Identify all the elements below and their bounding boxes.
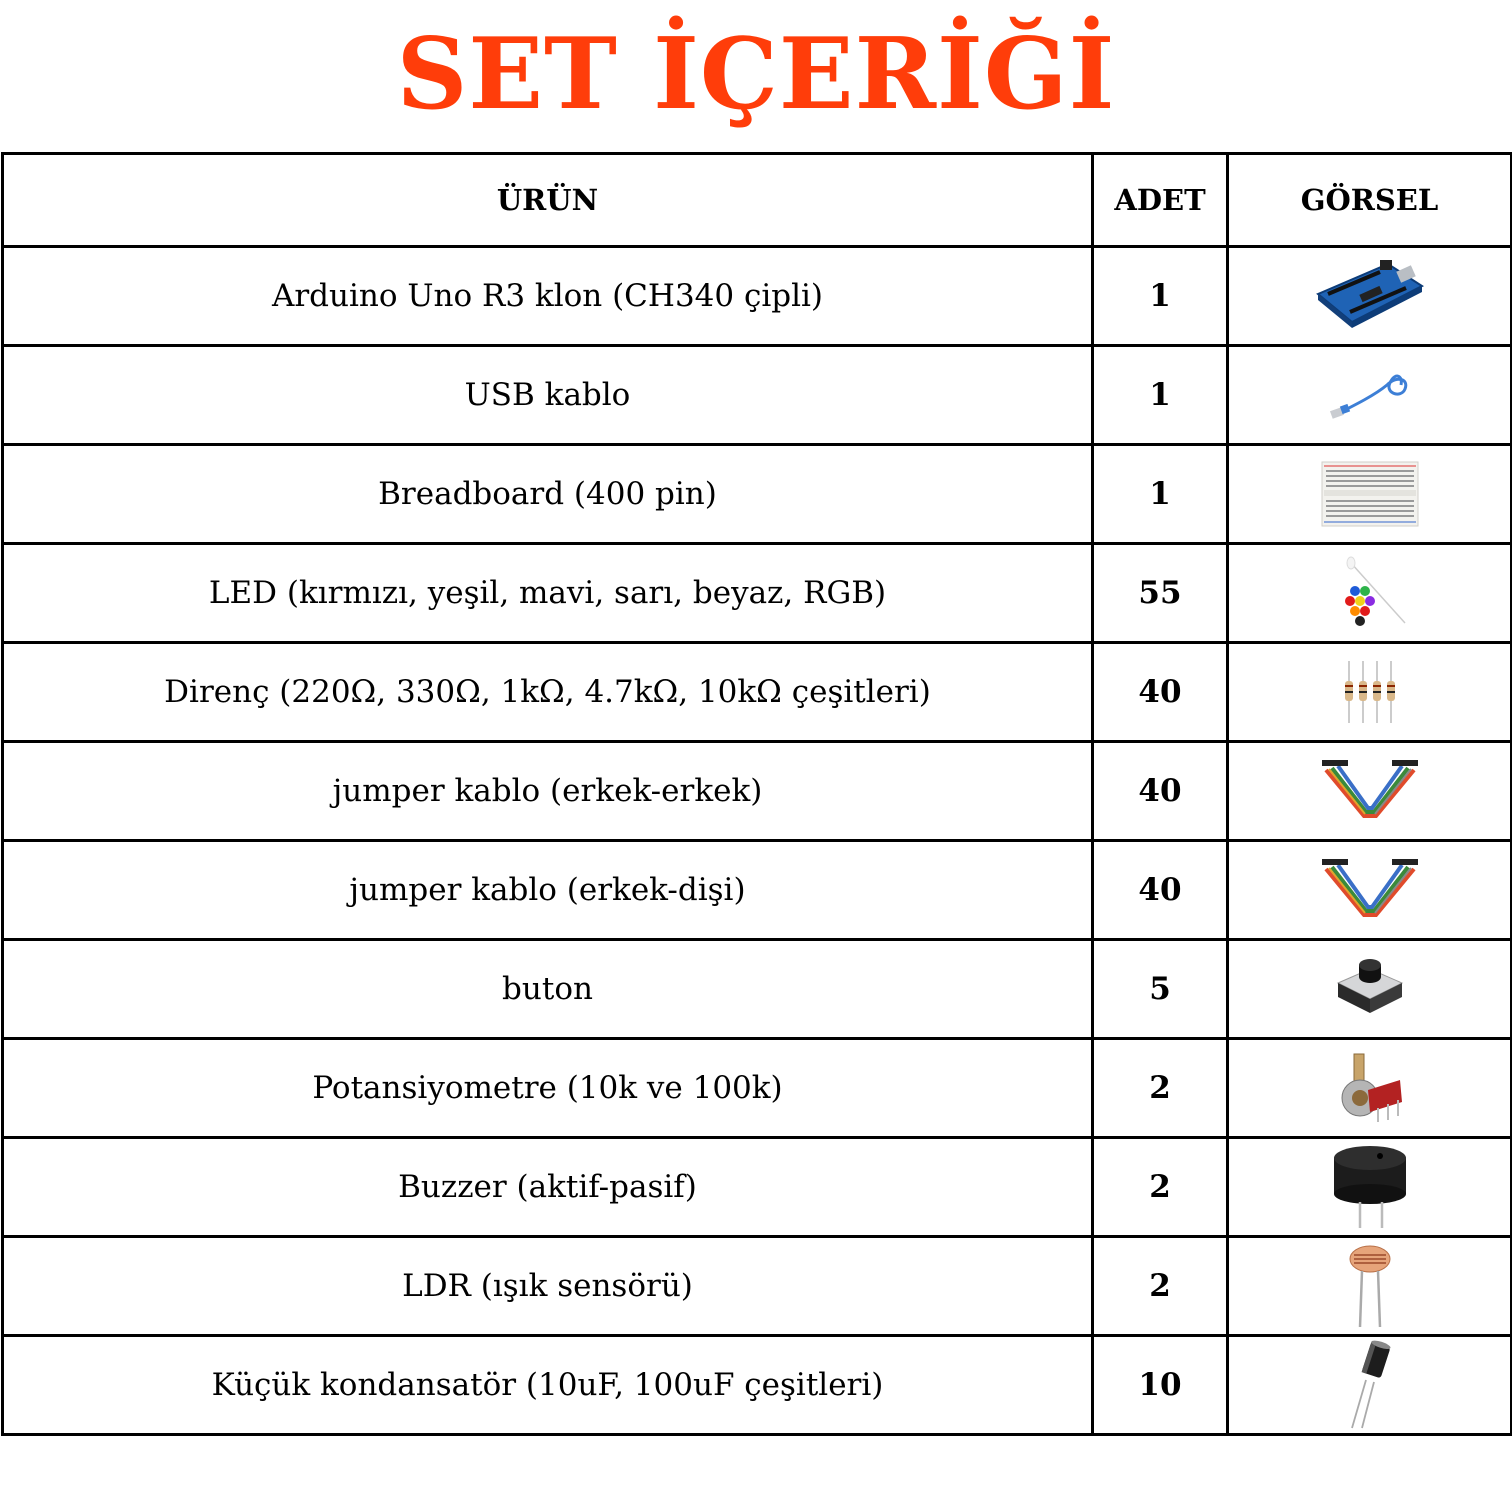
product-qty: 2: [1093, 1039, 1228, 1138]
product-name: Küçük kondansatör (10uF, 100uF çeşitleri): [3, 1336, 1093, 1435]
table-row: [3, 247, 1512, 346]
table-row: [3, 1138, 1512, 1237]
led-icon: [1325, 553, 1415, 633]
header-image: GÖRSEL: [1228, 154, 1512, 247]
ldr-icon: [1340, 1243, 1400, 1329]
product-image: [1228, 643, 1512, 742]
usb-cable-icon: [1325, 365, 1415, 425]
jumper-wire-icon: [1320, 857, 1420, 923]
table-row: [3, 1336, 1512, 1435]
product-qty: 40: [1093, 643, 1228, 742]
product-name: Direnç (220Ω, 330Ω, 1kΩ, 4.7kΩ, 10kΩ çeşitleri): [3, 643, 1093, 742]
table-row: [3, 445, 1512, 544]
product-name: Breadboard (400 pin): [3, 445, 1093, 544]
header-qty: ADET: [1093, 154, 1228, 247]
product-name: LED (kırmızı, yeşil, mavi, sarı, beyaz, RGB): [3, 544, 1093, 643]
product-image: [1228, 544, 1512, 643]
page-title: SET İÇERİĞİ: [396, 17, 1116, 132]
product-image: [1228, 1039, 1512, 1138]
table-row: [3, 1039, 1512, 1138]
product-name: USB kablo: [3, 346, 1093, 445]
product-qty: 1: [1093, 247, 1228, 346]
header-product: ÜRÜN: [3, 154, 1093, 247]
product-image: [1228, 1336, 1512, 1435]
product-image: [1228, 1138, 1512, 1237]
table-row: [3, 940, 1512, 1039]
product-image: [1228, 940, 1512, 1039]
product-name: Buzzer (aktif-pasif): [3, 1138, 1093, 1237]
product-name: Arduino Uno R3 klon (CH340 çipli): [3, 247, 1093, 346]
product-name: buton: [3, 940, 1093, 1039]
table-row: [3, 841, 1512, 940]
product-image: [1228, 742, 1512, 841]
product-name: Potansiyometre (10k ve 100k): [3, 1039, 1093, 1138]
capacitor-icon: [1340, 1340, 1400, 1430]
table-row: [3, 643, 1512, 742]
arduino-board-icon: [1310, 256, 1430, 336]
resistor-icon: [1335, 657, 1405, 727]
product-name: jumper kablo (erkek-dişi): [3, 841, 1093, 940]
table-row: [3, 742, 1512, 841]
product-image: [1228, 346, 1512, 445]
product-qty: 1: [1093, 346, 1228, 445]
product-image: [1228, 445, 1512, 544]
jumper-wire-icon: [1320, 758, 1420, 824]
product-qty: 40: [1093, 742, 1228, 841]
potentiometer-icon: [1330, 1050, 1410, 1126]
breadboard-icon: [1320, 460, 1420, 528]
contents-table: [1, 152, 1512, 1436]
product-qty: 5: [1093, 940, 1228, 1039]
push-button-icon: [1330, 953, 1410, 1025]
table-row: [3, 544, 1512, 643]
product-qty: 2: [1093, 1237, 1228, 1336]
product-qty: 55: [1093, 544, 1228, 643]
product-qty: 1: [1093, 445, 1228, 544]
table-row: [3, 1237, 1512, 1336]
table-header-row: [3, 154, 1512, 247]
product-qty: 10: [1093, 1336, 1228, 1435]
product-qty: 2: [1093, 1138, 1228, 1237]
table-row: [3, 346, 1512, 445]
product-image: [1228, 841, 1512, 940]
product-image: [1228, 247, 1512, 346]
buzzer-icon: [1330, 1144, 1410, 1230]
product-name: LDR (ışık sensörü): [3, 1237, 1093, 1336]
product-image: [1228, 1237, 1512, 1336]
product-qty: 40: [1093, 841, 1228, 940]
product-name: jumper kablo (erkek-erkek): [3, 742, 1093, 841]
